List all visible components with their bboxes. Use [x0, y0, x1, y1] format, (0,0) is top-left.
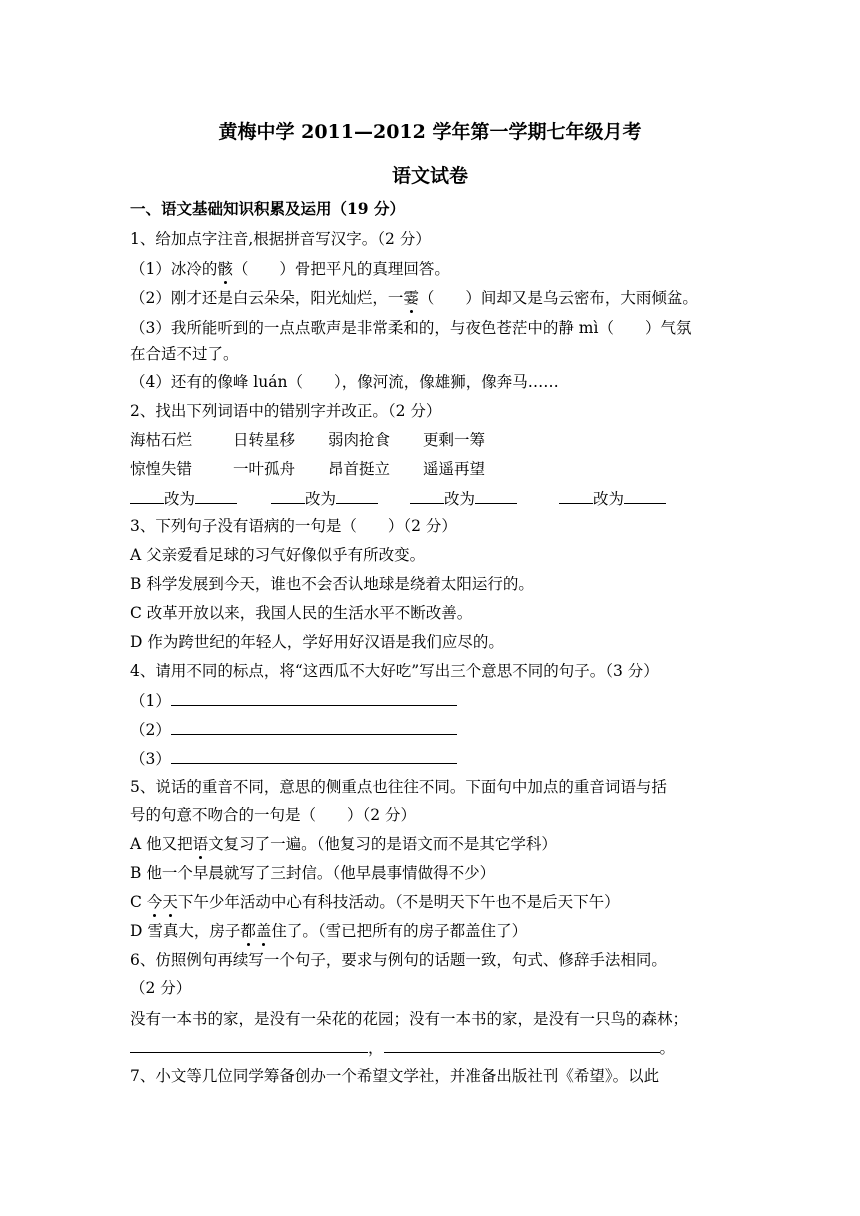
dotted-char: 今: [146, 893, 163, 911]
q7-stem: 7、小文等几位同学筹备创办一个希望文学社，并准备出版社刊《希望》。以此: [130, 1067, 660, 1085]
change-label: 改为: [305, 490, 337, 508]
section-heading: 一、语文基础知识积累及运用（19 分）: [130, 199, 405, 218]
q5-a-pre: A 他又把: [130, 835, 193, 853]
answer-blank[interactable]: [271, 488, 305, 504]
q3-option-a: A 父亲爱看足球的习气好像似乎有所改变。: [130, 546, 426, 564]
q4-line-1: [130, 690, 740, 711]
q4-num: （3）: [130, 750, 171, 768]
q3-option-d: D 作为跨世纪的年轻人，学好用好汉语是我们应尽的。: [130, 633, 504, 651]
q3-stem: 3、下列句子没有语病的一句是（ ）（2 分）: [130, 517, 457, 535]
q4-line-2: [130, 719, 740, 740]
answer-blank[interactable]: [195, 488, 237, 504]
q5-c-post: 下午少年活动中心有科技活动。（不是明天下午也不是后天下午）: [177, 893, 620, 911]
q5-a-post: 文复习了一遍。（他复习的是语文而不是其它学科）: [208, 835, 557, 853]
answer-blank[interactable]: [559, 488, 593, 504]
q1-item-1: [130, 259, 740, 279]
dotted-char: 骸: [217, 260, 233, 278]
word: 更剩一筹: [423, 431, 486, 449]
word: 一叶孤舟: [233, 460, 296, 478]
q3-option-c: C 改革开放以来，我国人民的生活水平不断改善。: [130, 604, 473, 622]
word: 海枯石烂: [130, 431, 193, 449]
dotted-char: 盖: [255, 922, 272, 940]
q4-stem: 4、请用不同的标点，将“这西瓜不大好吃”写出三个意思不同的句子。（3 分）: [130, 662, 659, 680]
q2-answer-row: [130, 488, 740, 509]
q6-stem-a: 6、仿照例句再续写一个句子，要求与例句的话题一致，句式、修辞手法相同。: [130, 951, 667, 969]
q5-option-c: [130, 892, 740, 912]
exam-subtitle: 语文试卷: [391, 165, 468, 187]
answer-blank[interactable]: [336, 488, 378, 504]
period: 。: [659, 1039, 676, 1057]
q1-item-1-post: （ ）骨把平凡的真理回答。: [232, 260, 450, 278]
q1-stem: 1、给加点字注音,根据拼音写汉字。（2 分）: [130, 230, 431, 248]
exam-title: 黄梅中学 2011—2012 学年第一学期七年级月考: [218, 121, 642, 143]
q5-option-a: [130, 834, 740, 854]
answer-blank[interactable]: [130, 1037, 368, 1053]
q5-stem-a: 5、说话的重音不同，意思的侧重点也往往不同。下面句中加点的重音词语与括: [130, 778, 667, 796]
q5-stem-b: 号的句意不吻合的一句是（ ）（2 分）: [130, 806, 417, 824]
q1-item-3b: 在合适不过了。: [130, 345, 239, 363]
answer-blank[interactable]: [171, 690, 457, 706]
answer-blank[interactable]: [410, 488, 444, 504]
comma: ，: [368, 1039, 384, 1057]
q4-num: （1）: [130, 692, 171, 710]
answer-blank[interactable]: [130, 488, 164, 504]
q1-item-2: [130, 288, 740, 308]
q4-line-3: [130, 748, 740, 769]
word: 日转星移: [233, 431, 296, 449]
q1-item-2-pre: （2）刚才还是白云朵朵，阳光灿烂，一: [130, 289, 404, 307]
q4-num: （2）: [130, 721, 171, 739]
q2-row-2: [130, 459, 740, 479]
answer-blank[interactable]: [624, 488, 666, 504]
q5-d-pre: D 雪真大，房子: [130, 922, 241, 940]
q2-stem: 2、找出下列词语中的错别字并改正。（2 分）: [130, 402, 442, 420]
q2-row-1: [130, 430, 740, 450]
q6-stem-b: （2 分）: [130, 979, 192, 997]
answer-blank[interactable]: [384, 1037, 660, 1053]
q6-answer-line: [130, 1037, 740, 1058]
q5-option-d: [130, 921, 740, 941]
q6-example: 没有一本书的家，是没有一朵花的花园；没有一本书的家，是没有一只鸟的森林；: [130, 1010, 689, 1028]
q1-item-1-pre: （1）冰冷的: [130, 260, 218, 278]
word: 遥遥再望: [423, 460, 486, 478]
q5-option-b: B 他一个早晨就写了三封信。（他早晨事情做得不少）: [130, 864, 496, 882]
change-label: 改为: [164, 490, 196, 508]
q1-item-2-post: （ ）间却又是乌云密布，大雨倾盆。: [418, 289, 698, 307]
word: 弱肉抢食: [328, 431, 391, 449]
change-label: 改为: [444, 490, 476, 508]
word: 昂首挺立: [328, 460, 391, 478]
q1-item-3a: （3）我所能听到的一点点歌声是非常柔和的，与夜色苍茫中的静 mì（ ）气氛: [130, 319, 692, 337]
dotted-char: 语: [192, 835, 209, 853]
dotted-char: 霎: [403, 289, 419, 307]
answer-blank[interactable]: [171, 748, 457, 764]
q1-item-4: （4）还有的像峰 luán（ ），像河流，像雄狮，像奔马……: [130, 373, 559, 391]
dotted-char: 都: [240, 922, 256, 940]
q3-option-b: B 科学发展到今天，谁也不会否认地球是绕着太阳运行的。: [130, 575, 534, 593]
word: 惊惶失错: [130, 460, 193, 478]
answer-blank[interactable]: [475, 488, 517, 504]
q5-d-post: 住了。（雪已把所有的房子都盖住了）: [271, 922, 528, 940]
dotted-char: 天: [162, 893, 178, 911]
q5-c-pre: C: [130, 893, 147, 911]
answer-blank[interactable]: [171, 719, 457, 735]
change-label: 改为: [593, 490, 625, 508]
